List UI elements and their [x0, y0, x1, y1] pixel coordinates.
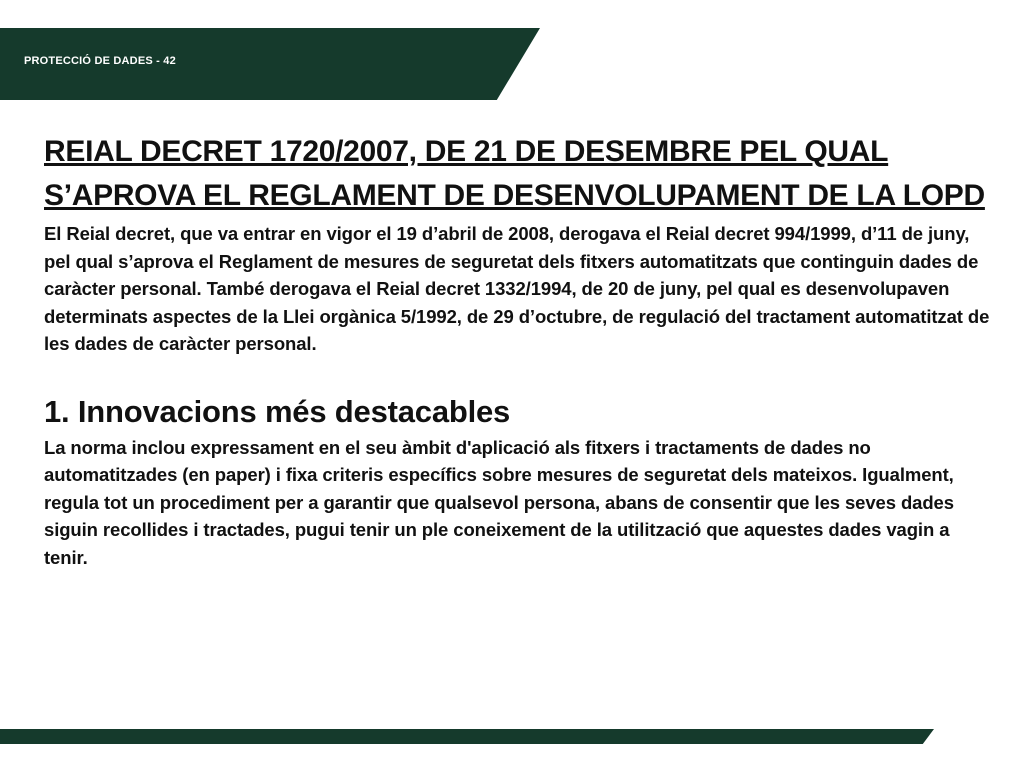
slide-header-label: PROTECCIÓ DE DADES - 42	[24, 55, 176, 67]
innovations-heading: 1. Innovacions més destacables	[44, 393, 511, 429]
decree-paragraph: El Reial decret, que va entrar en vigor el 19 d’abril de 2008, derogava el Reial decret 994/1999, d’11 de juny, pel qual s’aprova el Reglament de mesures de seguretat dels fitxers automatitzats que continguin dades de caràcter personal. També derogava el Reial decret 1332/1994, de 20 de juny, pel qual es desenvolupaven determinats aspectes de la Llei orgànica 5/1992, de 29 d’octubre, de regulació del tractament automatitzat de les dades de caràcter personal.	[44, 223, 990, 354]
footer-band	[0, 729, 934, 744]
innovations-paragraph: La norma inclou expressament en el seu àmbit d'aplicació als fitxers i tractaments de dades no automatitzades (en paper) i fixa criteris específics sobre mesures de seguretat dels mateixos. Igualment, regula tot un procediment per a garantir que qualsevol persona, abans de consentir que les seves dades siguin recollides i tractades, pugui tenir un ple coneixement de la utilització que aquestes dades vagin a tenir.	[44, 436, 954, 568]
slide-content	[44, 130, 994, 571]
decree-heading: REIAL DECRET 1720/2007, DE 21 DE DESEMBRE PEL QUAL S’APROVA EL REGLAMENT DE DESENVOLUPAMENT DE LA LOPD	[44, 135, 985, 212]
